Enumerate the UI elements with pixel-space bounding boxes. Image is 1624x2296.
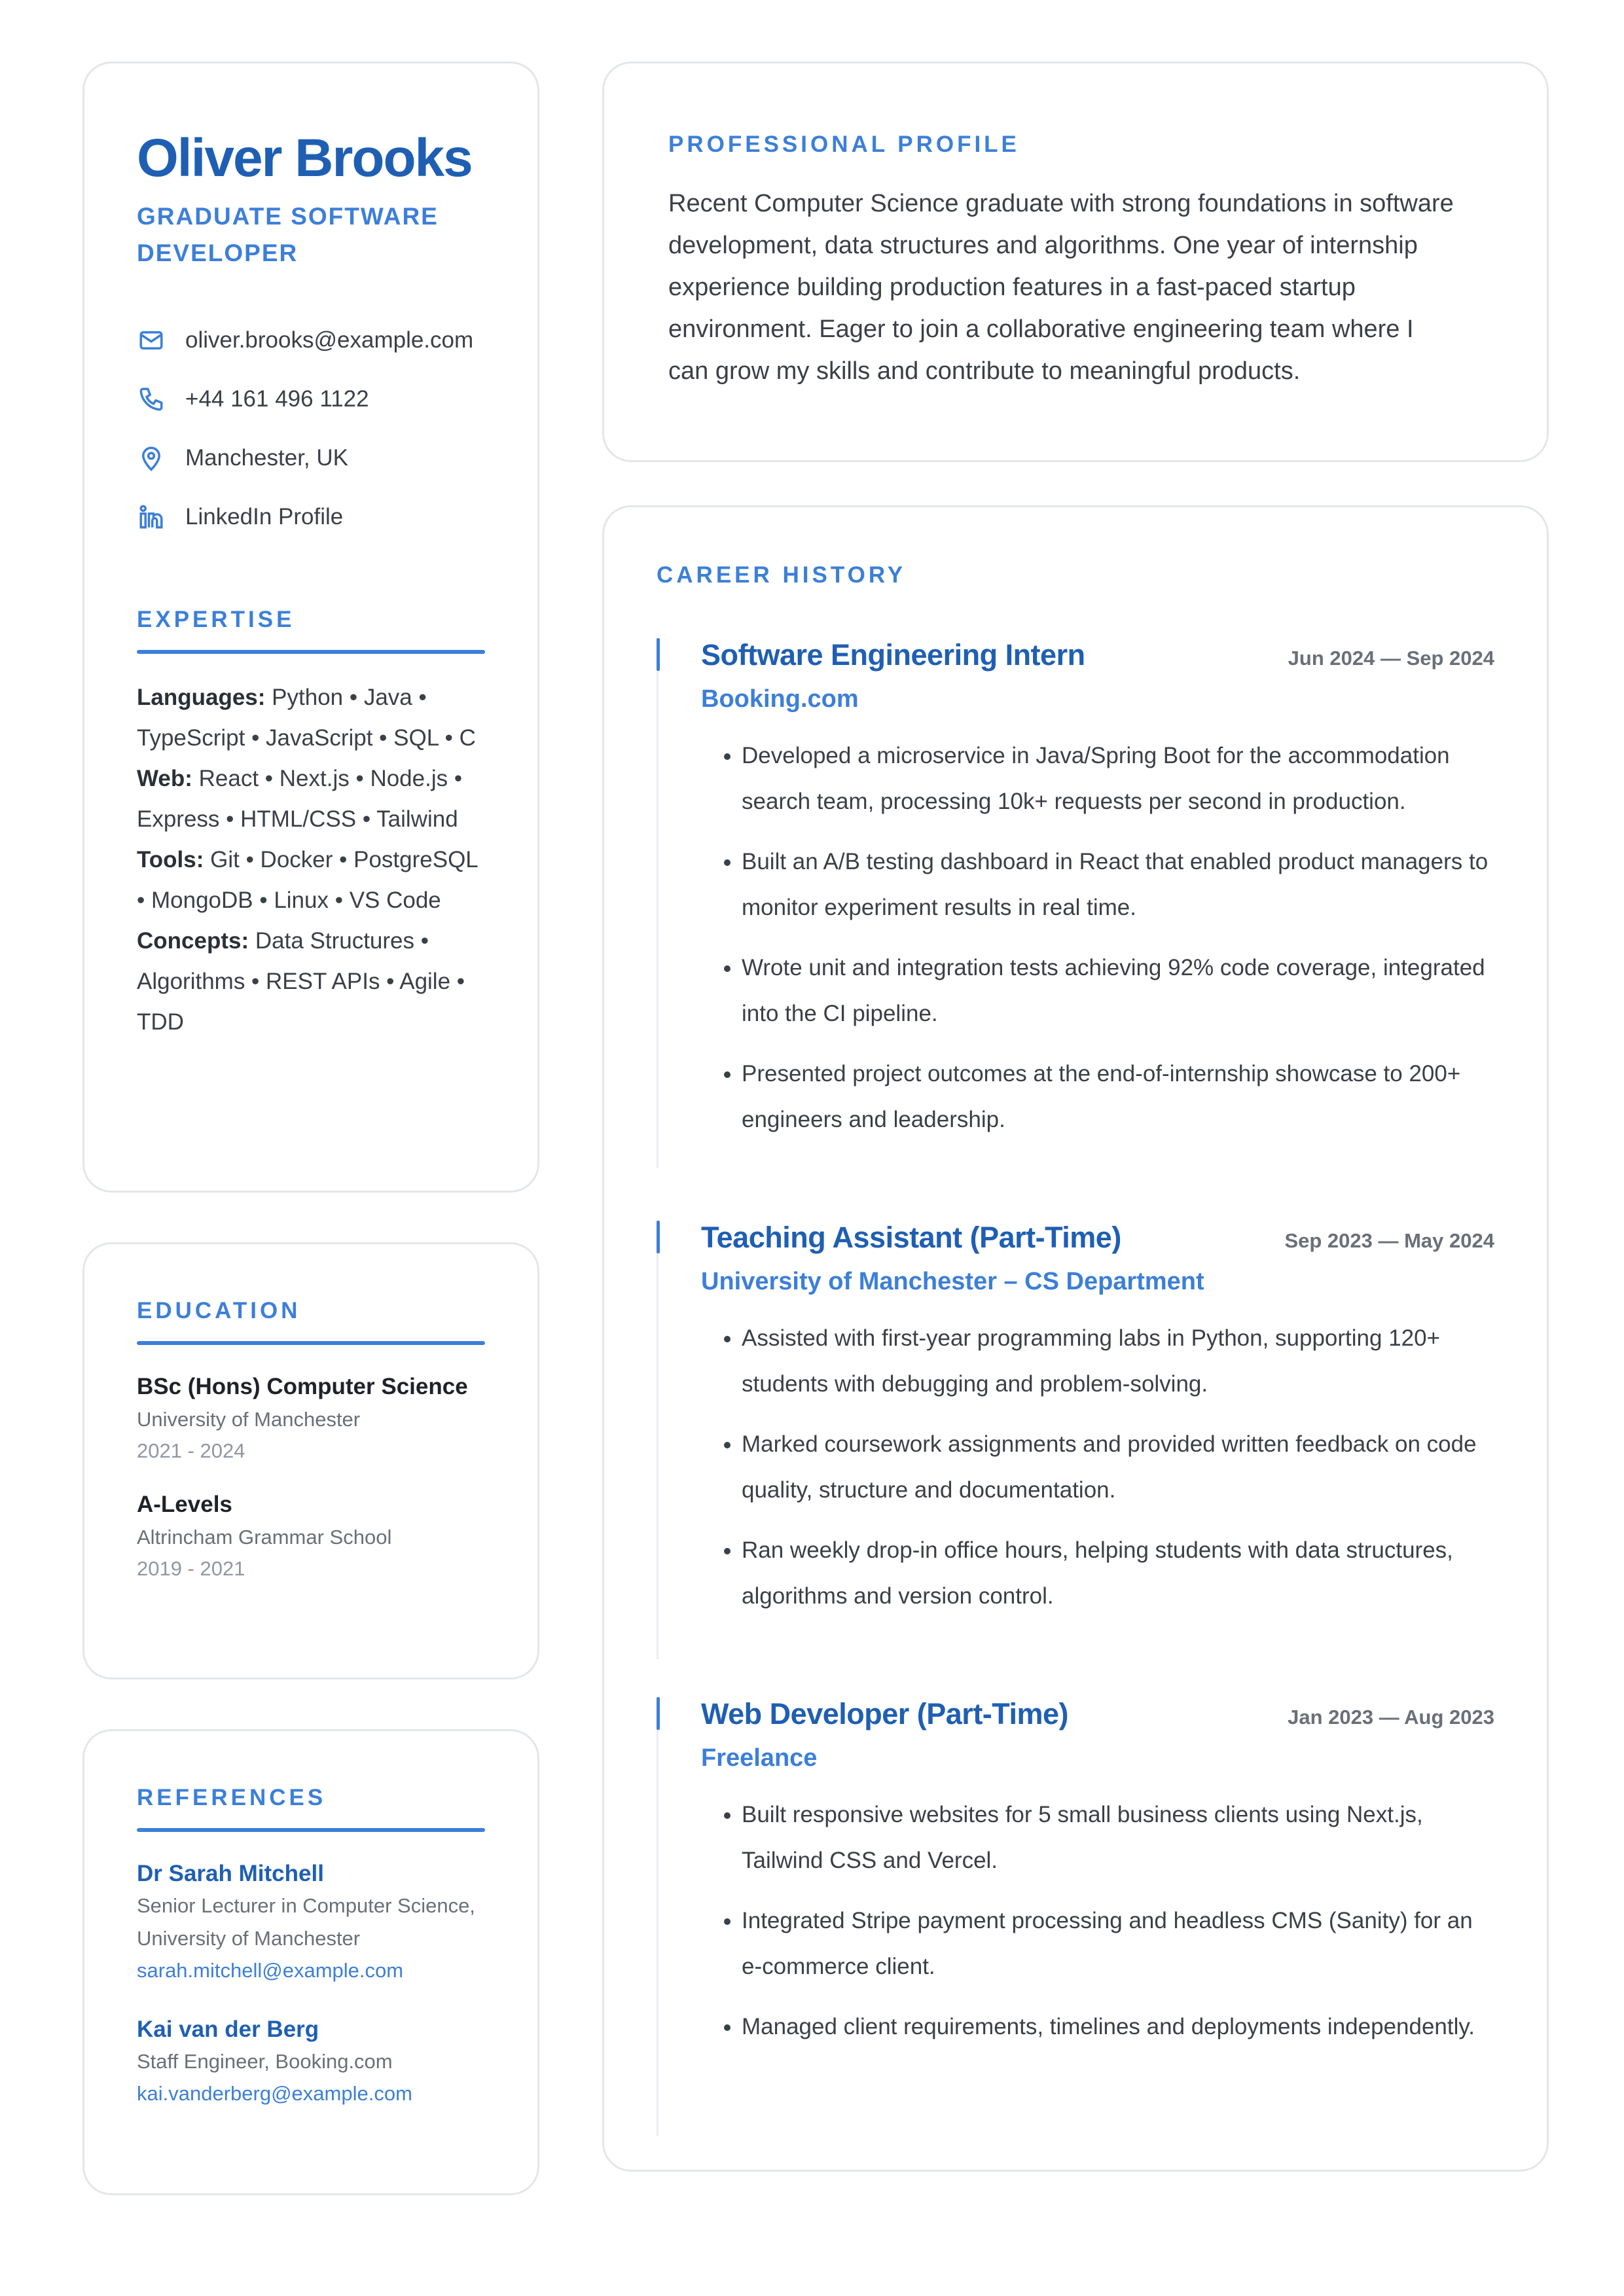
- expertise-heading: EXPERTISE: [137, 607, 295, 632]
- expertise-section: [137, 607, 485, 1043]
- references-divider: [137, 1828, 485, 1832]
- job-bullet: • Built responsive websites for 5 small business clients using Next.js, Tailwind CSS and Vercel.: [742, 1792, 1494, 1884]
- job-bullets: [657, 733, 1494, 1143]
- references-heading: REFERENCES: [137, 1785, 327, 1810]
- job-company: University of Manchester – CS Department: [701, 1268, 1204, 1295]
- job-bullet: • Managed client requirements, timelines and deployments independently.: [742, 2004, 1494, 2050]
- job-bullets: [657, 1316, 1494, 1619]
- contact-email-text: oliver.brooks@example.com: [185, 327, 474, 353]
- contact-card: [82, 62, 539, 1193]
- reference-item: Kai van der Berg Staff Engineer, Booking.com kai.vanderberg@example.com: [137, 2017, 485, 2106]
- job-bullet: • Developed a microservice in Java/Spring Boot for the accommodation search team, processing 10k+ requests per second in production.: [742, 733, 1494, 825]
- profile-heading: PROFESSIONAL PROFILE: [668, 132, 1020, 157]
- contact-linkedin-text: LinkedIn Profile: [185, 504, 344, 529]
- candidate-title: GRADUATE SOFTWARE DEVELOPER: [137, 203, 439, 266]
- job-company: Freelance: [701, 1744, 818, 1772]
- job-entry: [657, 1697, 1494, 2064]
- job-accent-bar: [657, 1697, 660, 1730]
- phone-icon: [137, 385, 166, 414]
- education-heading: EDUCATION: [137, 1298, 301, 1323]
- job-title: Web Developer (Part-Time): [701, 1697, 1068, 1731]
- linkedin-icon: [137, 503, 166, 531]
- skill-group: Web: React • Next.js • Node.js • Express • HTML/CSS • Tailwind: [137, 766, 463, 832]
- job-dates: Jan 2023 — Aug 2023: [1288, 1706, 1494, 1729]
- job-bullet: • Presented project outcomes at the end-of-internship showcase to 200+ engineers and leadership.: [742, 1051, 1494, 1143]
- candidate-name: Oliver Brooks: [137, 128, 472, 188]
- job-bullet: • Assisted with first-year programming labs in Python, supporting 120+ students with debugging and problem-solving.: [742, 1316, 1494, 1407]
- job-bullet: • Marked coursework assignments and provided written feedback on code quality, structure and documentation.: [742, 1422, 1494, 1513]
- contact-phone[interactable]: [137, 370, 485, 429]
- career-heading: CAREER HISTORY: [657, 562, 907, 588]
- map-pin-icon: [137, 444, 166, 473]
- reference-item: Dr Sarah Mitchell Senior Lecturer in Computer Science, University of Manchester sarah.mitchell@example.com: [137, 1861, 485, 1982]
- mail-icon: [137, 326, 166, 355]
- job-company: Booking.com: [701, 685, 859, 713]
- job-bullet: • Ran weekly drop-in office hours, helping students with data structures, algorithms and version control.: [742, 1528, 1494, 1619]
- education-divider: [137, 1341, 485, 1345]
- career-card: [602, 505, 1549, 2172]
- job-accent-bar: [657, 638, 660, 671]
- job-title: Teaching Assistant (Part-Time): [701, 1221, 1121, 1254]
- education-card: [82, 1242, 539, 1679]
- job-entry: [657, 638, 1494, 1157]
- job-title: Software Engineering Intern: [701, 638, 1085, 672]
- profile-card: [602, 62, 1549, 462]
- job-entry: [657, 1221, 1494, 1634]
- skill-group: Languages: Python • Java • TypeScript • JavaScript • SQL • C: [137, 685, 476, 751]
- reference-email-link[interactable]: sarah.mitchell@example.com: [137, 1959, 404, 1982]
- skill-group: Tools: Git • Docker • PostgreSQL • MongoDB • Linux • VS Code: [137, 847, 478, 913]
- job-dates: Sep 2023 — May 2024: [1284, 1229, 1494, 1252]
- job-bullet: • Wrote unit and integration tests achieving 92% code coverage, integrated into the CI pipeline.: [742, 945, 1494, 1037]
- skill-group: Concepts: Data Structures • Algorithms • REST APIs • Agile • TDD: [137, 928, 465, 1035]
- education-item: A-Levels Altrincham Grammar School 2019 - 2021: [137, 1492, 392, 1580]
- contact-location-text: Manchester, UK: [185, 445, 348, 471]
- contact-phone-text: +44 161 496 1122: [185, 386, 369, 412]
- job-bullets: [657, 1792, 1494, 2050]
- job-bullet: • Built an A/B testing dashboard in React that enabled product managers to monitor experiment results in real time.: [742, 839, 1494, 931]
- job-timeline-line: [657, 1253, 659, 1659]
- job-timeline-line: [657, 671, 659, 1168]
- job-bullet: • Integrated Stripe payment processing and headless CMS (Sanity) for an e-commerce client.: [742, 1898, 1494, 1990]
- contact-list: [137, 311, 485, 547]
- expertise-divider: [137, 650, 485, 654]
- job-accent-bar: [657, 1221, 660, 1253]
- contact-linkedin[interactable]: [137, 488, 485, 547]
- job-dates: Jun 2024 — Sep 2024: [1288, 647, 1494, 670]
- skills-list: [137, 677, 485, 1043]
- education-item: BSc (Hons) Computer Science University of Manchester 2021 - 2024: [137, 1374, 468, 1462]
- job-timeline-line: [657, 1730, 659, 2136]
- profile-summary: Recent Computer Science graduate with strong foundations in software development, data structures and algorithms. One year of internship experience building production features in a fast-paced startup environment. Eager to join a collaborative engineering team where I can grow my skills and contribute to meaningful products.: [668, 190, 1454, 385]
- contact-email[interactable]: [137, 311, 485, 370]
- reference-email-link[interactable]: kai.vanderberg@example.com: [137, 2082, 412, 2105]
- references-card: [82, 1729, 539, 2195]
- contact-location: [137, 429, 485, 488]
